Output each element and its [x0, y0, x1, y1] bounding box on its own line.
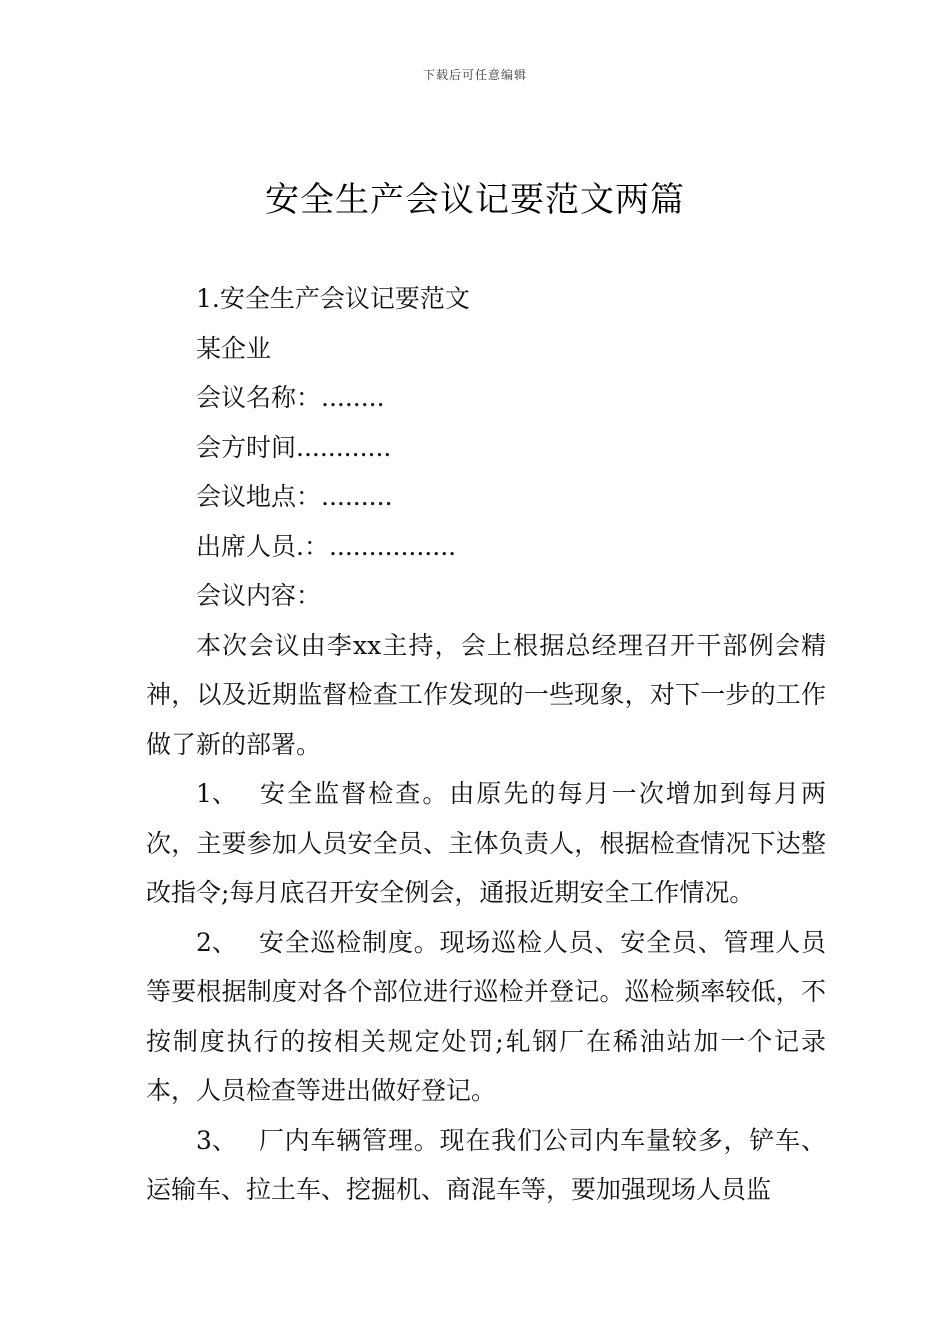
meeting-time-field: 会方时间............ — [196, 432, 392, 462]
document-title: 安全生产会议记要范文两篇 — [265, 180, 685, 220]
item-number: 3、 — [196, 1125, 237, 1155]
meeting-content-label: 会议内容： — [196, 581, 322, 610]
list-item — [146, 769, 826, 918]
attendees-field: 出席人员.：................ — [196, 531, 457, 561]
section-heading: 1.安全生产会议记要范文 — [196, 284, 470, 313]
list-item — [146, 1116, 826, 1215]
item-text: 厂内车辆管理。现在我们公司内车量较多，铲车、运输车、拉土车、挖掘机、商混车等，要加强现场人员监 — [146, 1125, 826, 1204]
item-text: 安全监督检查。由原先的每月一次增加到每月两次，主要参加人员安全员、主体负责人，根据检查情况下达整改指令;每月底召开安全例会，通报近期安全工作情况。 — [146, 779, 826, 907]
item-number: 1、 — [196, 779, 237, 808]
item-text: 安全巡检制度。现场巡检人员、安全员、管理人员等要根据制度对各个部位进行巡检并登记。巡检频率较低，不按制度执行的按相关规定处罚;轧钢厂在稀油站加一个记录本，人员检查等进出做好登记。 — [146, 927, 826, 1105]
meeting-name-field: 会议名称：........ — [196, 383, 385, 412]
intro-paragraph: 本次会议由李xx主持，会上根据总经理召开干部例会精神，以及近期监督检查工作发现的一些现象，对下一步的工作做了新的部署。 — [146, 630, 826, 759]
list-item — [146, 918, 826, 1116]
item-number: 2、 — [196, 927, 237, 957]
document-body — [146, 274, 826, 1215]
header-note: 下载后可任意编辑 — [422, 68, 527, 82]
meeting-place-field: 会议地点：......... — [196, 482, 393, 511]
company-line: 某企业 — [196, 333, 272, 363]
